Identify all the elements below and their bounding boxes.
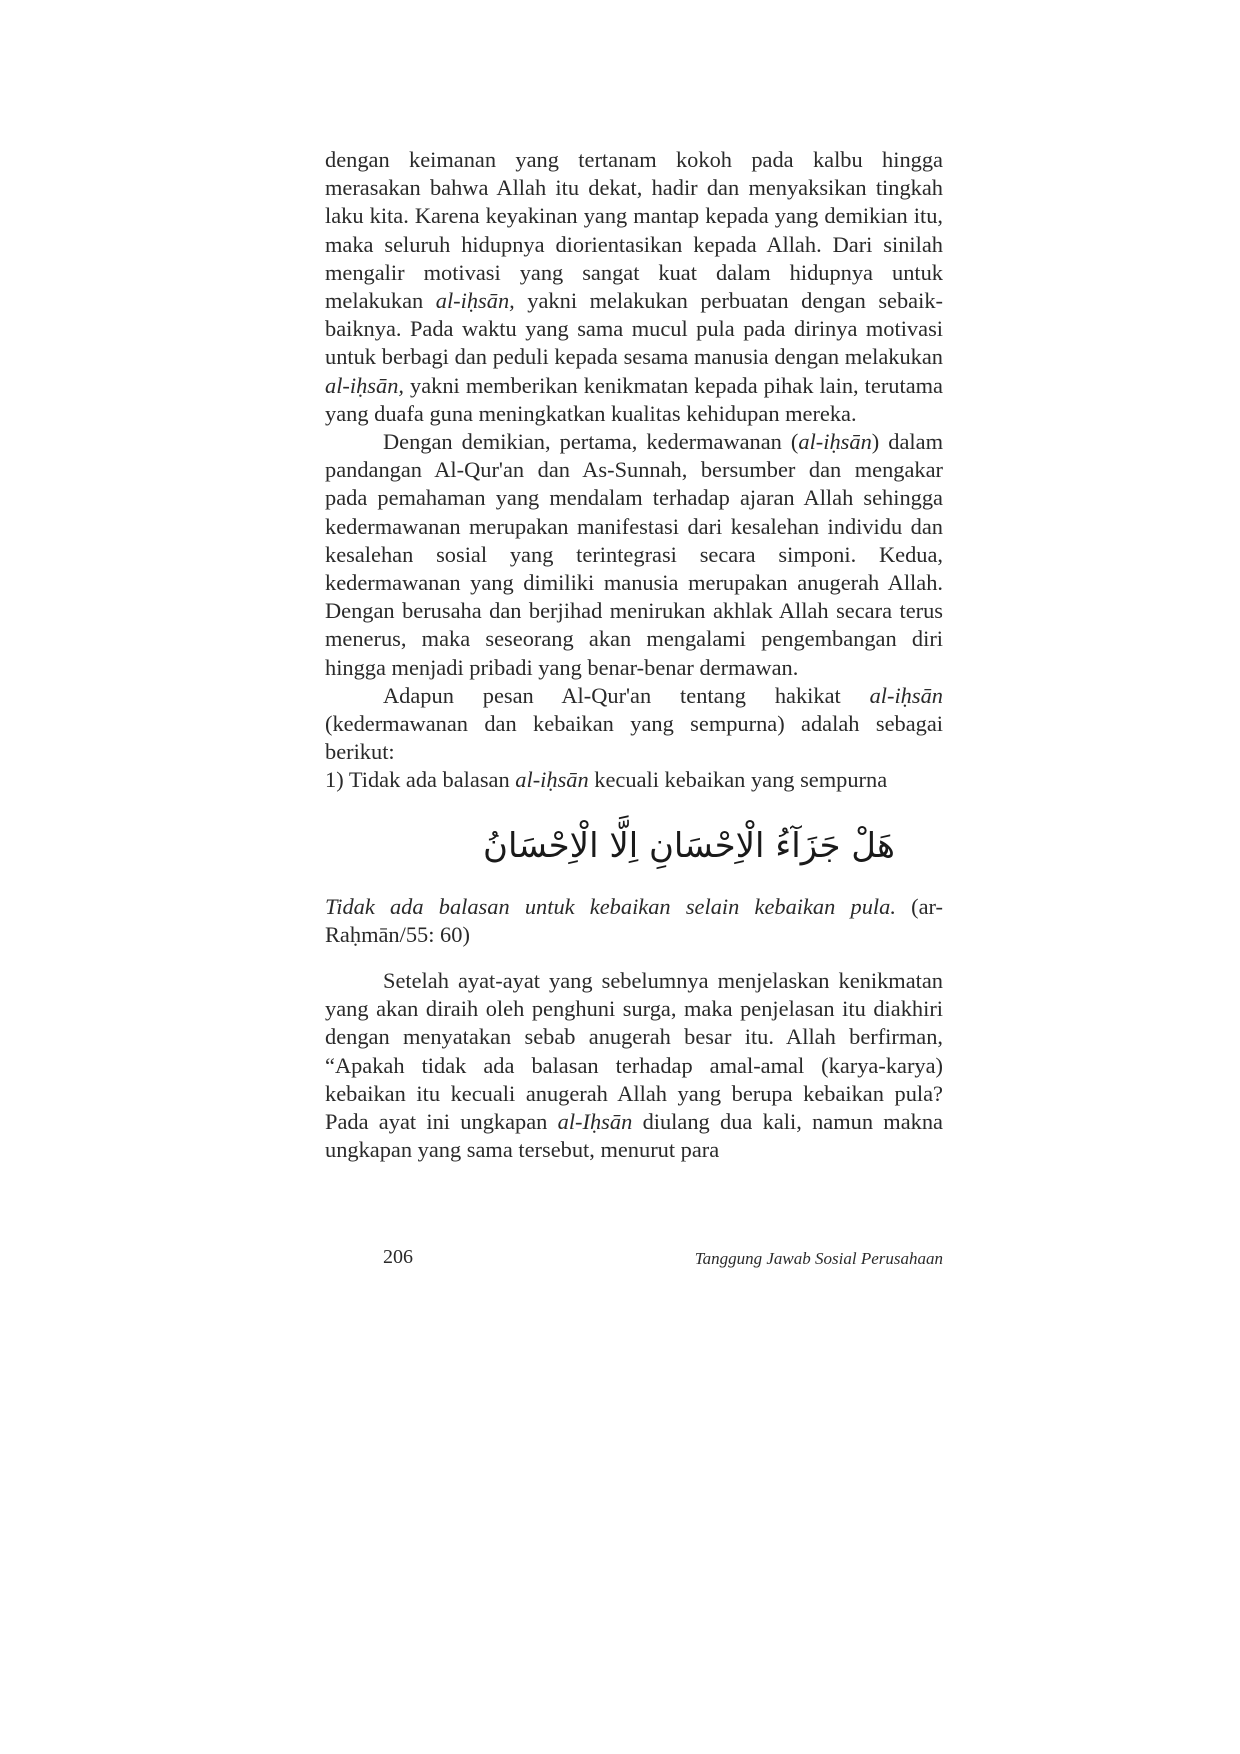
paragraph-2-text-b: ) dalam pandangan Al-Qur'an dan As-Sunnah, bersumber dan mengakar pada pemahaman yang mendalam terhadap ajaran Allah sehingga kedermawanan merupakan manifestasi dari kesalehan individu dan kesalehan sosial yang terintegrasi secara simponi. Kedua, kedermawanan yang dimiliki manusia merupakan anugerah Allah. Dengan berusaha dan berjihad menirukan akhlak Allah secara terus menerus, maka seseorang akan mengalami pengembangan diri hingga menjadi pribadi yang benar-benar dermawan.	[325, 429, 943, 680]
list-item-1	[325, 766, 943, 794]
paragraph-4	[325, 967, 943, 1164]
term-al-ihsan: al-iḥsān,	[325, 372, 404, 398]
paragraph-4-text-b: diulang dua kali, namun makna ungkapan yang sama tersebut, menurut para	[325, 1109, 943, 1163]
term-al-ihsan: al-iḥsān	[798, 429, 872, 455]
term-al-ihsan: al-Iḥsān	[557, 1109, 633, 1135]
paragraph-1-text-c: yakni memberikan kenikmatan kepada pihak lain, terutama yang duafa guna meningkatkan kualitas kehidupan mereka.	[325, 372, 943, 426]
running-title: Tanggung Jawab Sosial Perusahaan	[694, 1249, 943, 1268]
term-al-ihsan: al-iḥsān,	[435, 288, 515, 314]
paragraph-3-text-b: (kedermawanan dan kebaikan yang sempurna) adalah sebagai berikut:	[325, 711, 943, 765]
paragraph-2-text-a: Dengan demikian, pertama, kedermawanan (	[383, 429, 799, 455]
term-al-ihsan: al-iḥsān	[869, 682, 943, 708]
paragraph-1-text-b: yakni melakukan perbuatan dengan sebaik-baiknya. Pada waktu yang sama mucul pula pada dirinya motivasi untuk berbagi dan peduli kepada sesama manusia dengan melakukan	[325, 288, 943, 370]
arabic-verse: هَلْ جَزَآءُ الْاِحْسَانِ اِلَّا الْاِحْسَانُ	[483, 825, 895, 866]
page-number: 206	[383, 1246, 413, 1268]
list-item-1-text-b: kecuali kebaikan yang sempurna	[588, 767, 888, 793]
paragraph-1	[325, 146, 943, 428]
paragraph-4-text-a: Setelah ayat-ayat yang sebelumnya menjelaskan kenikmatan yang akan diraih oleh penghuni surga, maka penjelasan itu diakhiri dengan menyatakan sebab anugerah besar itu. Allah berfirman, “Apakah tidak ada balasan terhadap amal-amal (karya-karya) kebaikan itu kecuali anugerah Allah yang berupa kebaikan pula? Pada ayat ini ungkapan	[325, 968, 943, 1135]
verse-reference: (ar-Raḥmān/55: 60)	[325, 893, 943, 947]
paragraph-3-text-a: Adapun pesan Al-Qur'an tentang hakikat	[383, 682, 870, 708]
verse-translation-text: Tidak ada balasan untuk kebaikan selain kebaikan pula.	[325, 893, 896, 919]
list-item-1-text-a: 1) Tidak ada balasan	[325, 767, 516, 793]
page-body	[325, 146, 943, 1165]
paragraph-1-text-a: dengan keimanan yang tertanam kokoh pada kalbu hingga merasakan bahwa Allah itu dekat, hadir dan menyaksikan tingkah laku kita. Karena keyakinan yang mantap kepada yang demikian itu, maka seluruh hidupnya diorientasikan kepada Allah. Dari sinilah mengalir motivasi yang sangat kuat dalam hidupnya untuk melakukan	[325, 147, 943, 314]
paragraph-2	[325, 428, 943, 682]
verse-translation	[325, 893, 943, 949]
paragraph-3	[325, 682, 943, 767]
term-al-ihsan: al-iḥsān	[515, 767, 589, 793]
